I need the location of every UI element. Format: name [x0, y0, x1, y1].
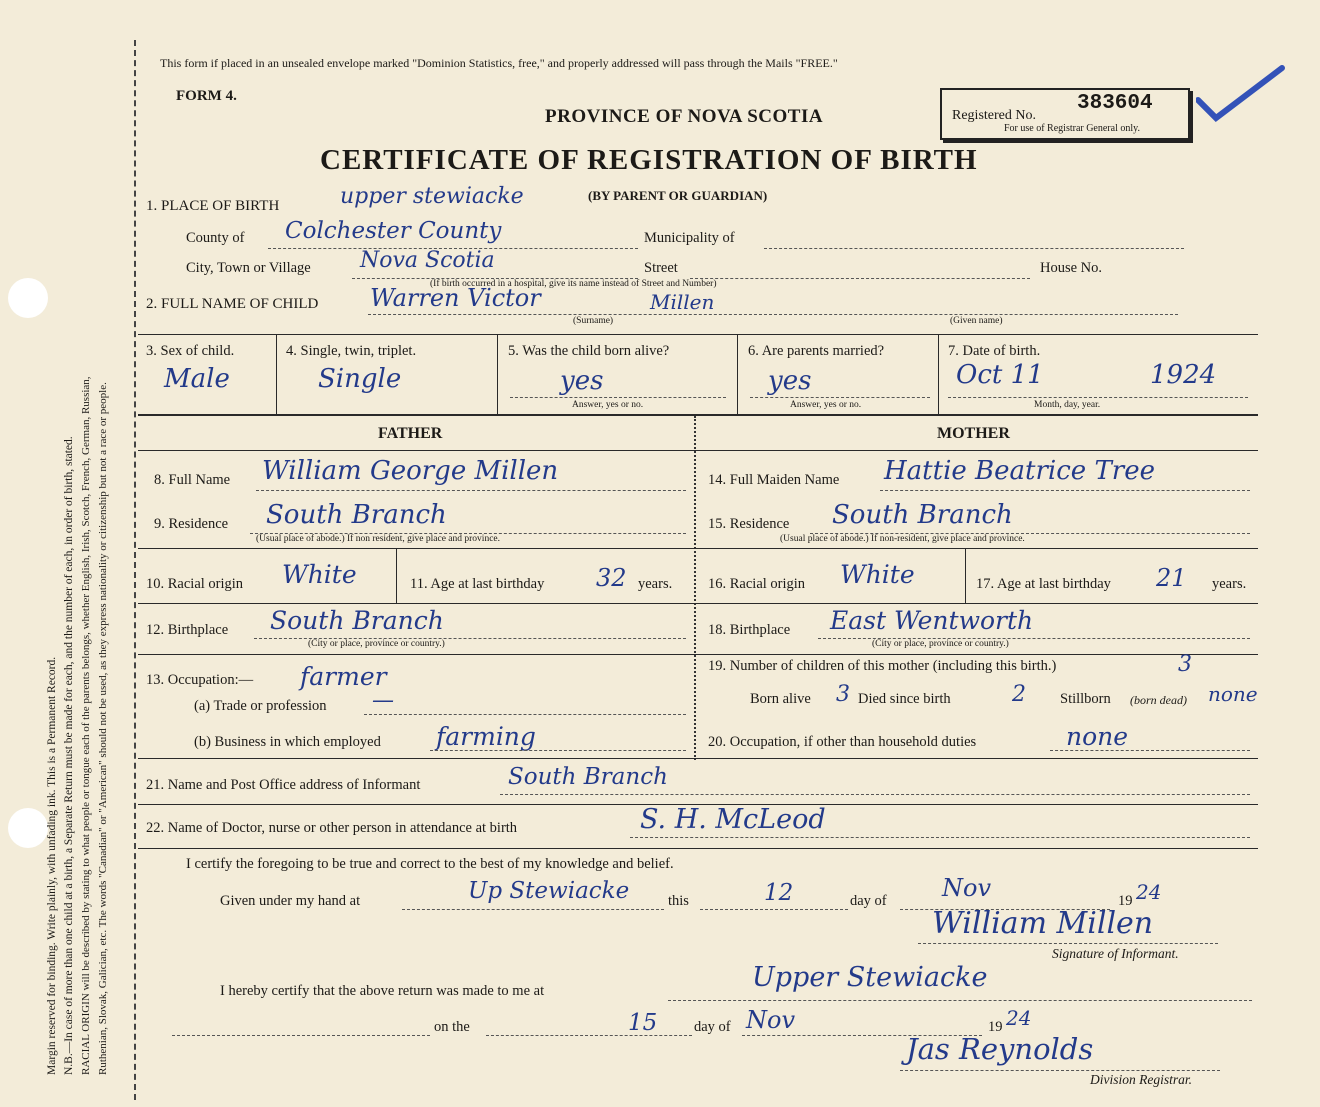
- father-name-label: 8. Full Name: [154, 472, 231, 488]
- page-title: CERTIFICATE OF REGISTRATION OF BIRTH: [320, 144, 978, 176]
- margin-note-2: N.B.—In case of more than one child at a birth, a Separate Return must be made for each, and the number of each, in order of birth, stated.: [63, 436, 75, 1075]
- punch-hole-top: [8, 278, 48, 318]
- registered-number: 383604: [1077, 92, 1153, 115]
- parents-bottom: [138, 758, 1258, 759]
- reg-day-of-label: day of: [694, 1019, 731, 1035]
- parents-row3: [138, 603, 1258, 604]
- parents-top: [138, 450, 1258, 451]
- street-label: Street: [644, 260, 678, 276]
- mother-occ-value: none: [1066, 722, 1129, 751]
- binding-line: [134, 40, 136, 1100]
- father-age-value: 32: [596, 564, 627, 592]
- father-birthplace-note: (City or place, province or country.): [308, 639, 445, 649]
- mother-res-note: (Usual place of abode.) If non-resident, give place and province.: [780, 534, 1025, 544]
- mother-heading: MOTHER: [937, 425, 1010, 442]
- informant-line: [500, 794, 1250, 795]
- father-racial-value: White: [282, 560, 357, 589]
- house-label: House No.: [1040, 260, 1103, 276]
- child-surname-value: Millen: [650, 290, 715, 314]
- child-line: [368, 314, 1178, 315]
- place-label: 1. PLACE OF BIRTH: [146, 198, 280, 214]
- reg-year-prefix: 19: [988, 1019, 1003, 1035]
- doctor-label: 22. Name of Doctor, nurse or other person in attendance at birth: [146, 820, 518, 836]
- given-year-prefix: 19: [1118, 893, 1133, 909]
- stillborn-value: none: [1208, 682, 1258, 706]
- father-res-label: 9. Residence: [154, 516, 229, 532]
- row3-bottom: [138, 414, 1258, 416]
- married-value: yes: [768, 366, 812, 396]
- dob-year: 1924: [1150, 360, 1217, 390]
- died-value: 2: [1012, 682, 1026, 707]
- mother-name-line: [880, 490, 1250, 491]
- married-line: [750, 397, 930, 398]
- reg-year: 24: [1006, 1006, 1032, 1030]
- given-place: Up Stewiacke: [468, 878, 630, 904]
- day-of-label: day of: [850, 893, 887, 909]
- checkmark-icon: [1196, 64, 1286, 124]
- on-the-leading-line: [172, 1035, 430, 1036]
- mail-notice: This form if placed in an unsealed envelope marked "Dominion Statistics, free," and properly addressed will pass through the Mails "FREE.": [160, 56, 838, 70]
- mother-children-value: 3: [1178, 652, 1192, 677]
- mother-name-value: Hattie Beatrice Tree: [884, 456, 1155, 486]
- margin-note-1: Margin reserved for binding. Write plainly, with unfading ink. This is a Permanent Record.: [46, 656, 58, 1075]
- given-year: 24: [1136, 880, 1162, 904]
- father-trade-line: [364, 714, 686, 715]
- sex-label: 3. Sex of child.: [146, 343, 235, 359]
- hereby-place: Upper Stewiacke: [752, 962, 988, 993]
- municipality-line: [764, 248, 1184, 249]
- parents-row2: [138, 548, 1258, 549]
- father-business-value: farming: [436, 722, 536, 751]
- registered-box: [940, 88, 1190, 140]
- mother-children-label: 19. Number of children of this mother (including this birth.): [708, 658, 1057, 674]
- father-occ-label: 13. Occupation:—: [146, 672, 254, 688]
- father-trade-value: —: [372, 688, 394, 713]
- row3-top: [138, 334, 1258, 335]
- punch-hole-bottom: [8, 808, 48, 848]
- father-heading: FATHER: [378, 425, 443, 442]
- father-birthplace-label: 12. Birthplace: [146, 622, 229, 638]
- province-heading: PROVINCE OF NOVA SCOTIA: [545, 106, 824, 127]
- margin-note-4: Ruthenian, Slovak, Galician, etc. The words "Canadian" or "American" should not be used, as they express nationality or citizenship but not a race or people.: [97, 382, 109, 1075]
- given-day-line: [700, 909, 848, 910]
- mother-birthplace-label: 18. Birthplace: [708, 622, 791, 638]
- father-age-label: 11. Age at last birthday: [410, 576, 545, 592]
- dob-label: 7. Date of birth.: [948, 343, 1041, 359]
- father-business-line: [430, 750, 686, 751]
- father-res-note: (Usual place of abode.) If non resident, give place and province.: [256, 534, 500, 544]
- single-value: Single: [318, 364, 402, 394]
- mother-name-label: 14. Full Maiden Name: [708, 472, 840, 488]
- surname-note: (Surname): [573, 316, 614, 326]
- mother-birthplace-value: East Wentworth: [830, 606, 1034, 635]
- mother-age-label: 17. Age at last birthday: [976, 576, 1111, 592]
- father-years: years.: [638, 576, 673, 592]
- dob-line: [948, 397, 1248, 398]
- registered-label: Registered No.: [952, 108, 1036, 123]
- mother-racial-label: 16. Racial origin: [708, 576, 806, 592]
- this-label: this: [668, 893, 689, 909]
- born-alive-label: Born alive: [750, 691, 811, 707]
- alive-line: [510, 397, 726, 398]
- form-number: FORM 4.: [176, 88, 237, 104]
- mother-res-value: South Branch: [832, 500, 1013, 530]
- given-day: 12: [764, 880, 794, 906]
- child-name-label: 2. FULL NAME OF CHILD: [146, 296, 319, 312]
- mother-occ-line: [1050, 750, 1250, 751]
- father-res-value: South Branch: [266, 500, 447, 530]
- father-business-label: (b) Business in which employed: [194, 734, 381, 750]
- hereby-place-line: [668, 1000, 1252, 1001]
- stillborn-label: Stillborn: [1060, 691, 1111, 707]
- county-label: County of: [186, 230, 245, 246]
- county-value: Colchester County: [285, 218, 502, 244]
- married-label: 6. Are parents married?: [748, 343, 885, 359]
- registrar-label: Division Registrar.: [1090, 1072, 1193, 1087]
- given-place-line: [402, 909, 664, 910]
- registrar-sig-line: [900, 1070, 1220, 1071]
- dob-value: Oct 11: [956, 360, 1044, 390]
- doctor-line: [630, 837, 1250, 838]
- informant-signature: William Millen: [932, 906, 1154, 941]
- doctor-value: S. H. McLeod: [640, 804, 826, 835]
- father-trade-label: (a) Trade or profession: [194, 698, 327, 714]
- alive-value: yes: [560, 366, 604, 396]
- row3-div4: [938, 334, 939, 414]
- given-month: Nov: [942, 874, 992, 902]
- city-value: Nova Scotia: [360, 248, 495, 273]
- died-label: Died since birth: [858, 691, 951, 707]
- father-name-value: William George Millen: [262, 456, 559, 486]
- mother-years: years.: [1212, 576, 1247, 592]
- reg-month: Nov: [746, 1006, 796, 1034]
- hereby-text: I hereby certify that the above return was made to me at: [220, 983, 545, 999]
- alive-answer-note: Answer, yes or no.: [572, 400, 644, 410]
- row3-div1: [276, 334, 277, 414]
- street-line: [690, 278, 1030, 279]
- certify-text: I certify the foregoing to be true and correct to the best of my knowledge and belief.: [186, 856, 674, 872]
- informant-label: 21. Name and Post Office address of Informant: [146, 777, 421, 793]
- informant-value: South Branch: [508, 764, 668, 790]
- mother-age-div: [965, 548, 966, 603]
- married-answer-note: Answer, yes or no.: [790, 400, 862, 410]
- sex-value: Male: [164, 364, 230, 394]
- reg-day-line: [486, 1035, 692, 1036]
- father-birthplace-value: South Branch: [270, 606, 444, 635]
- given-label: Given under my hand at: [220, 893, 361, 909]
- father-age-div: [396, 548, 397, 603]
- parents-row4: [138, 654, 1258, 655]
- father-occ-value: farmer: [300, 662, 387, 691]
- mother-res-label: 15. Residence: [708, 516, 790, 532]
- row3-div3: [737, 334, 738, 414]
- margin-note-3: RACIAL ORIGIN will be described by stating to what people or tongue each of the parents belongs, whether English, Irish, Scotch, French, German, Russian,: [80, 376, 92, 1075]
- doctor-divider: [138, 848, 1258, 849]
- mother-birthplace-note: (City or place, province or country.): [872, 639, 1009, 649]
- informant-signature-label: Signature of Informant.: [1052, 946, 1179, 961]
- informant-sig-line: [918, 943, 1218, 944]
- father-racial-label: 10. Racial origin: [146, 576, 244, 592]
- alive-label: 5. Was the child born alive?: [508, 343, 670, 359]
- mother-occ-label: 20. Occupation, if other than household duties: [708, 734, 977, 750]
- mother-racial-value: White: [840, 560, 915, 589]
- father-name-line: [256, 490, 686, 491]
- hospital-note: (If birth occurred in a hospital, give its name instead of Street and Number): [430, 279, 717, 289]
- on-the-label: on the: [434, 1019, 470, 1035]
- dob-note: Month, day, year.: [1034, 400, 1101, 410]
- stillborn-note: (born dead): [1130, 693, 1187, 707]
- place-value: upper stewiacke: [340, 184, 524, 209]
- mother-age-value: 21: [1156, 564, 1187, 592]
- single-label: 4. Single, twin, triplet.: [286, 343, 417, 359]
- reg-day: 15: [628, 1010, 658, 1036]
- city-label: City, Town or Village: [186, 260, 311, 276]
- by-parent-note: (BY PARENT OR GUARDIAN): [588, 188, 768, 203]
- center-divider: [694, 416, 696, 760]
- child-name-value: Warren Victor: [370, 284, 541, 312]
- row3-div2: [497, 334, 498, 414]
- municipality-label: Municipality of: [644, 230, 735, 246]
- margin-notes: [44, 35, 112, 1095]
- registrar-signature: Jas Reynolds: [906, 1032, 1094, 1066]
- registrar-note: For use of Registrar General only.: [1004, 123, 1140, 134]
- born-alive-value: 3: [836, 682, 850, 707]
- given-note: (Given name): [950, 316, 1003, 326]
